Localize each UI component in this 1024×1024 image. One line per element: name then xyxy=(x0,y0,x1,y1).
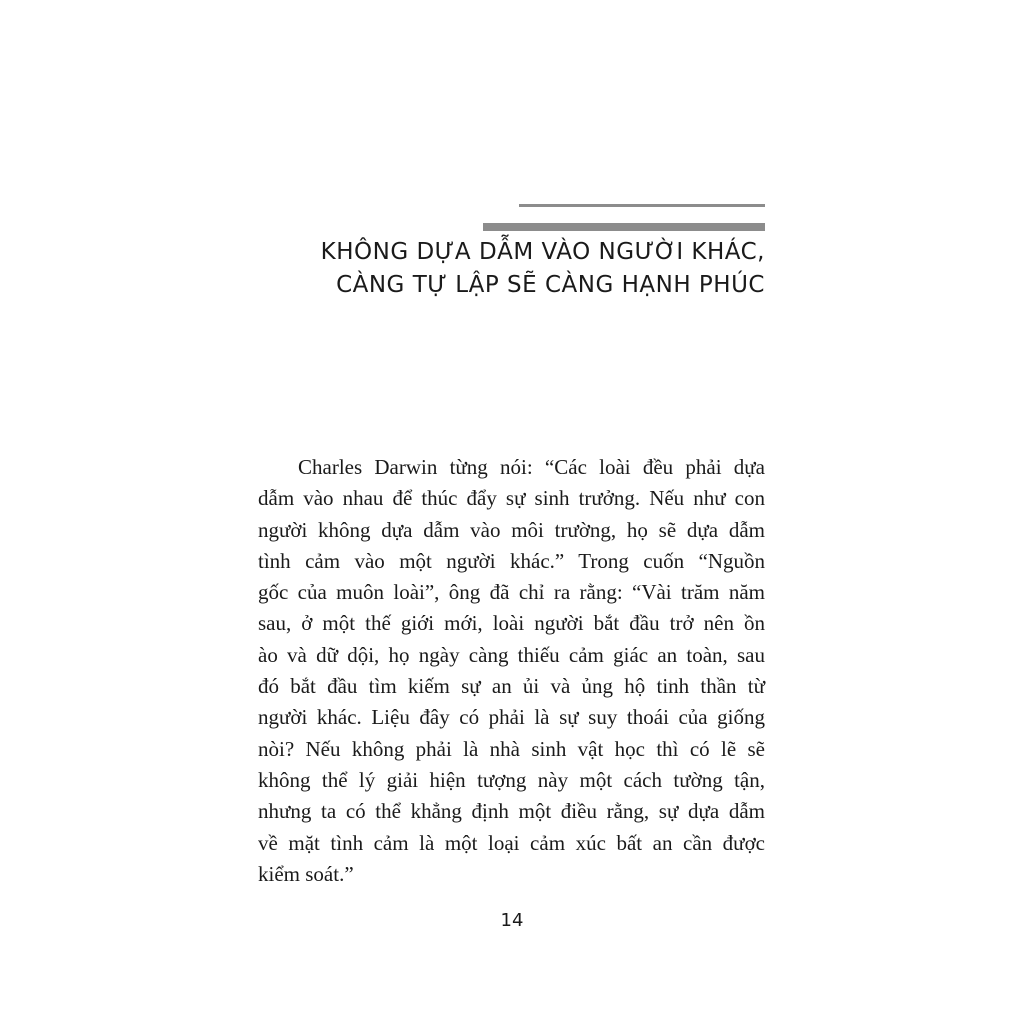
body-line: về mặt tình cảm là một loại cảm xúc bất an cần được xyxy=(258,830,765,855)
body-line: đó bắt đầu tìm kiếm sự an ủi và ủng hộ tinh thần từ xyxy=(258,674,765,699)
chapter-title-line-2: CÀNG TỰ LẬP SẼ CÀNG HẠNH PHÚC xyxy=(336,272,765,298)
body-line: người khác. Liệu đây có phải là sự suy thoái của giống xyxy=(258,705,765,730)
body-line: nhưng ta có thể khẳng định một điều rằng, sự dựa dẫm xyxy=(258,799,765,824)
body-line: kiểm soát.” xyxy=(258,861,354,886)
body-line: người không dựa dẫm vào môi trường, họ sẽ dựa dẫm xyxy=(258,517,765,542)
body-paragraph xyxy=(258,452,765,890)
body-line: tình cảm vào một người khác.” Trong cuốn “Nguồn xyxy=(258,548,765,573)
decorative-rule-thick xyxy=(483,223,765,231)
body-line: Charles Darwin từng nói: “Các loài đều phải dựa xyxy=(298,455,765,479)
chapter-title xyxy=(245,236,765,302)
chapter-title-line-1: KHÔNG DỰA DẪM VÀO NGƯỜI KHÁC, xyxy=(320,239,765,265)
body-line: nòi? Nếu không phải là nhà sinh vật học thì có lẽ sẽ xyxy=(258,736,765,761)
body-line: không thể lý giải hiện tượng này một cách tường tận, xyxy=(258,767,765,792)
page-number: 14 xyxy=(500,910,524,931)
body-line: gốc của muôn loài”, ông đã chỉ ra rằng: “Vài trăm năm xyxy=(258,580,765,605)
body-line: sau, ở một thế giới mới, loài người bắt đầu trở nên ồn xyxy=(258,611,765,636)
decorative-rule-thin xyxy=(519,204,765,207)
body-line: ào và dữ dội, họ ngày càng thiếu cảm giác an toàn, sau xyxy=(258,642,765,667)
body-line: dẫm vào nhau để thúc đẩy sự sinh trưởng. Nếu như con xyxy=(258,486,765,511)
